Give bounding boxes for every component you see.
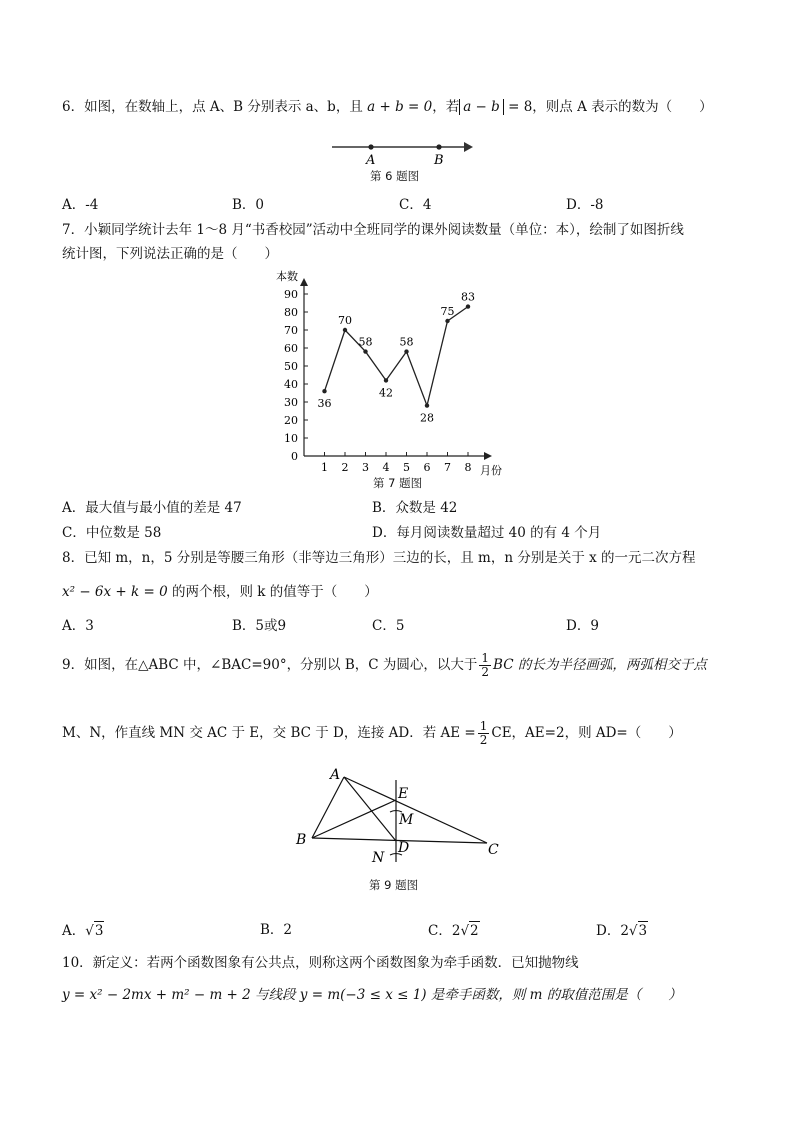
y-tick-label: 90 [284, 288, 298, 301]
data-point [404, 349, 408, 353]
q9-caption: 第 9 题图 [369, 878, 419, 892]
y-tick-label: 10 [284, 432, 298, 445]
q10-stem-line1: 10．新定义：若两个函数图象有公共点，则称这两个函数图象为牵手函数．已知抛物线 [62, 955, 579, 971]
q7-option-b: B．众数是 42 [372, 500, 458, 516]
q8-option-d: D．9 [566, 618, 599, 634]
q6-option-d: D．-8 [566, 197, 604, 213]
data-point [466, 304, 470, 308]
q6-label-a: A [366, 153, 376, 168]
q9-label-b: B [296, 832, 307, 848]
q7-stem-line1: 7．小颖同学统计去年 1～8 月“书香校园”活动中全班同学的课外阅读数量（单位：本），绘制了如图折线 [62, 222, 684, 238]
q9-fraction-2: $\frac{1}{2}$ [479, 719, 488, 747]
q8-equation: x² − 6x + k = 0 [62, 584, 168, 600]
data-label: 83 [461, 290, 475, 304]
y-tick-label: 50 [284, 360, 298, 373]
data-label: 42 [379, 386, 393, 400]
y-axis-arrow [300, 278, 308, 286]
q8-option-c: C．5 [372, 618, 405, 634]
x-axis-arrow [484, 452, 492, 460]
x-tick-label: 8 [464, 461, 472, 474]
q9-option-b: B．2 [260, 922, 293, 938]
q9-option-d: D．2√3 [596, 923, 648, 939]
data-label: 28 [420, 411, 434, 425]
y-tick-label: 0 [291, 450, 298, 463]
x-tick-label: 5 [403, 461, 410, 474]
q9-stem-line1: 9．如图，在△ABC 中，∠BAC=90°，分别以 B，C 为圆心，以大于 $\frac{1}{2}$ BC 的长为半径画弧，两弧相交于点 [62, 651, 707, 679]
q9-label-m: M [399, 812, 414, 828]
q9-triangle-figure [290, 766, 506, 868]
q9-label-n: N [372, 850, 385, 866]
data-point [384, 378, 388, 382]
q6-stem: 6．如图，在数轴上，点 A、B 分别表示 a、b，且 a + b = 0，若 a − b = 8，则点 A 表示的数为（ ） [62, 99, 713, 115]
q9-label-c: C [488, 842, 499, 858]
q6-option-b: B．0 [232, 197, 265, 213]
y-tick-label: 80 [284, 306, 298, 319]
x-tick-label: 4 [382, 461, 390, 474]
data-label: 58 [358, 335, 373, 349]
data-point [363, 349, 367, 353]
q9-label-e: E [398, 786, 409, 802]
q7-option-d: D．每月阅读数量超过 40 的有 4 个月 [372, 525, 602, 541]
q8-option-b: B．5或9 [232, 618, 287, 634]
x-tick-label: 7 [444, 461, 451, 474]
q6-caption: 第 6 题图 [370, 169, 420, 183]
y-tick-label: 70 [284, 324, 298, 337]
q6-point-b [436, 144, 441, 149]
y-tick-label: 60 [284, 342, 298, 355]
x-axis-label: 月份 [480, 464, 502, 477]
q6-option-c: C．4 [399, 197, 432, 213]
y-axis-label: 本数 [276, 270, 298, 283]
q6-absolute-value: a − b [459, 99, 504, 115]
q6-label-b: B [434, 153, 444, 168]
q9-stem-line2: M、N，作直线 MN 交 AC 于 E，交 BC 于 D，连接 AD．若 AE = $\frac{1}{2}$ CE，AE=2，则 AD=（ ） [62, 719, 682, 747]
data-label: 58 [399, 335, 414, 349]
q7-option-a: A．最大值与最小值的差是 47 [62, 500, 242, 516]
q6-option-a: A．-4 [62, 197, 99, 213]
q6-number-line [326, 136, 476, 168]
q8-stem-line1: 8．已知 m，n，5 分别是等腰三角形（非等边三角形）三边的长，且 m，n 分别是关于 x 的一元二次方程 [62, 550, 696, 566]
q9-label-a: A [330, 767, 341, 783]
q8-option-a: A．3 [62, 618, 94, 634]
y-tick-label: 20 [284, 414, 298, 427]
q8-stem-line2: x² − 6x + k = 0 的两个根，则 k 的值等于（ ） [62, 584, 378, 600]
q6-point-a [368, 144, 373, 149]
q6-condition: a + b = 0 [367, 99, 433, 115]
x-tick-label: 6 [423, 461, 431, 474]
q7-option-c: C．中位数是 58 [62, 525, 162, 541]
x-tick-label: 2 [341, 461, 349, 474]
q10-stem-line2: y = x² − 2mx + m² − m + 2 与线段 y = m(−3 ≤ x ≤ 1) 是牵手函数，则 m 的取值范围是（ ） [62, 987, 682, 1003]
q7-caption: 第 7 题图 [373, 476, 423, 490]
q9-option-a: A．√3 [62, 923, 104, 939]
y-tick-label: 30 [284, 396, 298, 409]
data-label: 75 [440, 305, 455, 318]
q7-line-chart [272, 266, 522, 478]
x-tick-label: 1 [321, 461, 328, 474]
y-tick-label: 40 [284, 378, 298, 391]
data-label: 36 [317, 397, 332, 411]
data-point [445, 319, 449, 323]
data-point [322, 389, 326, 393]
q9-fraction-1: $\frac{1}{2}$ [481, 651, 490, 679]
data-point [343, 328, 347, 332]
x-tick-label: 3 [362, 461, 369, 474]
q9-label-d: D [398, 840, 410, 856]
data-point [425, 403, 429, 407]
q9-option-c: C．2√2 [428, 923, 479, 939]
q7-stem-line2: 统计图，下列说法正确的是（ ） [62, 246, 278, 262]
data-label: 70 [338, 314, 352, 327]
